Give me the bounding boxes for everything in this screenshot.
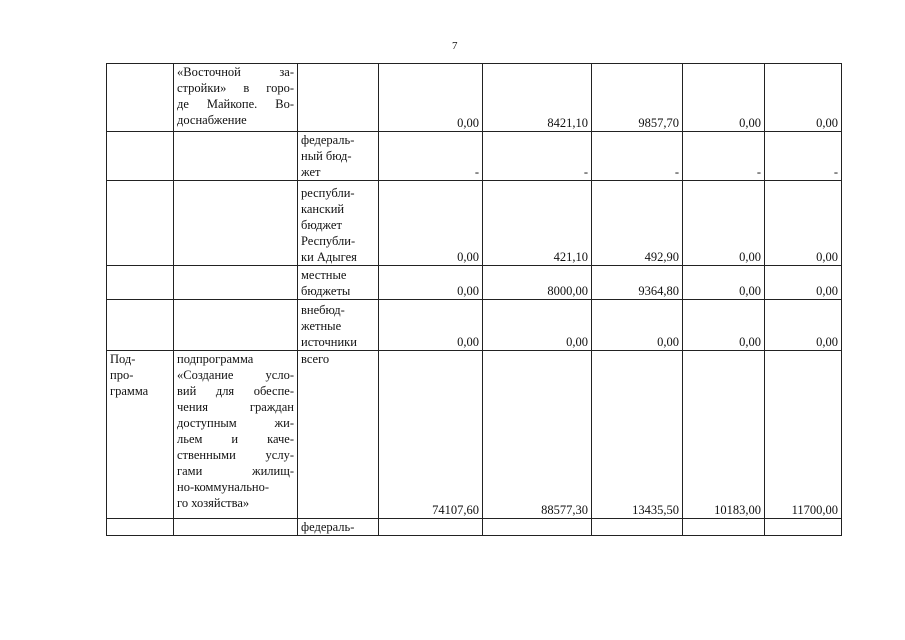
- funding-source-cell-line: ки Адыгея: [301, 250, 357, 264]
- table-row: [107, 181, 842, 266]
- funding-source-cell-line: ный бюд-: [301, 149, 352, 163]
- table-row: [107, 351, 842, 519]
- funding-source-cell: [298, 519, 379, 536]
- amount-cell: 9857,70: [592, 64, 683, 132]
- amount-cell: [483, 519, 592, 536]
- amount-cell: -: [765, 132, 842, 181]
- funding-source-cell-line: внебюд-: [301, 303, 345, 317]
- amount-cell: [683, 519, 765, 536]
- funding-source-cell-line: федераль-: [301, 133, 355, 147]
- program-type-cell: [107, 64, 174, 132]
- program-name-cell-line: стройки» в горо-: [177, 81, 294, 95]
- funding-source-cell: [298, 64, 379, 132]
- table-row: [107, 300, 842, 351]
- page-number: 7: [452, 40, 458, 52]
- funding-source-cell-line: бюджет: [301, 218, 342, 232]
- program-type-cell-line: Под-: [110, 352, 136, 366]
- funding-source-cell-line: всего: [301, 352, 330, 366]
- program-name-cell: [174, 132, 298, 181]
- program-name-cell-line: го хозяйства»: [177, 496, 250, 510]
- program-name-cell: [174, 181, 298, 266]
- amount-cell: [592, 519, 683, 536]
- funding-source-cell: [298, 181, 379, 266]
- amount-cell: 8421,10: [483, 64, 592, 132]
- amount-cell: 0,00: [683, 64, 765, 132]
- program-name-cell: [174, 351, 298, 519]
- program-name-cell: [174, 64, 298, 132]
- amount-cell: 10183,00: [683, 351, 765, 519]
- funding-source-cell-line: республи-: [301, 186, 355, 200]
- program-name-cell: [174, 519, 298, 536]
- amount-cell: 0,00: [765, 181, 842, 266]
- program-name-cell: [174, 266, 298, 300]
- program-name-cell-line: но-коммунально-: [177, 480, 270, 494]
- program-type-cell: [107, 519, 174, 536]
- program-name-cell-line: доснабжение: [177, 113, 247, 127]
- funding-source-cell-line: Республи-: [301, 234, 356, 248]
- program-name-cell-line: вий для обеспе-: [177, 384, 294, 398]
- program-type-cell-line: грамма: [110, 384, 149, 398]
- funding-source-cell-line: источники: [301, 335, 357, 349]
- amount-cell: 492,90: [592, 181, 683, 266]
- amount-cell: -: [483, 132, 592, 181]
- amount-cell: 8000,00: [483, 266, 592, 300]
- program-type-cell-line: про-: [110, 368, 134, 382]
- table-row: [107, 519, 842, 536]
- program-type-cell: [107, 300, 174, 351]
- program-name-cell-line: льем и каче-: [177, 432, 294, 446]
- funding-source-cell-line: бюджеты: [301, 284, 351, 298]
- amount-cell: -: [592, 132, 683, 181]
- amount-cell: 13435,50: [592, 351, 683, 519]
- amount-cell: -: [683, 132, 765, 181]
- amount-cell: 11700,00: [765, 351, 842, 519]
- program-type-cell: [107, 132, 174, 181]
- funding-source-cell-line: канский: [301, 202, 345, 216]
- table-row: [107, 64, 842, 132]
- amount-cell: 0,00: [379, 266, 483, 300]
- table-row: [107, 132, 842, 181]
- funding-source-cell-line: жет: [301, 165, 321, 179]
- program-name-cell-line: де Майкопе. Во-: [177, 97, 294, 111]
- amount-cell: 0,00: [592, 300, 683, 351]
- amount-cell: 0,00: [483, 300, 592, 351]
- program-type-cell: [107, 266, 174, 300]
- amount-cell: 0,00: [379, 300, 483, 351]
- program-name-cell-line: «Создание усло-: [177, 368, 294, 382]
- funding-source-cell: [298, 266, 379, 300]
- funding-source-cell-line: местные: [301, 268, 347, 282]
- program-name-cell-line: подпрограмма: [177, 352, 254, 366]
- amount-cell: 0,00: [765, 64, 842, 132]
- funding-source-cell-line: жетные: [301, 319, 342, 333]
- budget-table: [106, 63, 842, 536]
- amount-cell: -: [379, 132, 483, 181]
- program-name-cell-line: доступным жи-: [177, 416, 294, 430]
- amount-cell: 74107,60: [379, 351, 483, 519]
- program-type-cell: [107, 181, 174, 266]
- program-type-cell: [107, 351, 174, 519]
- amount-cell: 9364,80: [592, 266, 683, 300]
- amount-cell: 0,00: [379, 181, 483, 266]
- amount-cell: 0,00: [765, 300, 842, 351]
- amount-cell: 0,00: [765, 266, 842, 300]
- amount-cell: 88577,30: [483, 351, 592, 519]
- funding-source-cell: [298, 351, 379, 519]
- program-name-cell-line: «Восточной за-: [177, 65, 294, 79]
- program-name-cell-line: чения граждан: [177, 400, 294, 414]
- program-name-cell-line: гами жилищ-: [177, 464, 294, 478]
- amount-cell: 421,10: [483, 181, 592, 266]
- funding-source-cell: [298, 300, 379, 351]
- amount-cell: 0,00: [379, 64, 483, 132]
- table-row: [107, 266, 842, 300]
- funding-source-cell: [298, 132, 379, 181]
- funding-source-cell-line: федераль-: [301, 520, 355, 534]
- program-name-cell: [174, 300, 298, 351]
- amount-cell: 0,00: [683, 300, 765, 351]
- amount-cell: [765, 519, 842, 536]
- amount-cell: [379, 519, 483, 536]
- amount-cell: 0,00: [683, 181, 765, 266]
- program-name-cell-line: ственными услу-: [177, 448, 294, 462]
- amount-cell: 0,00: [683, 266, 765, 300]
